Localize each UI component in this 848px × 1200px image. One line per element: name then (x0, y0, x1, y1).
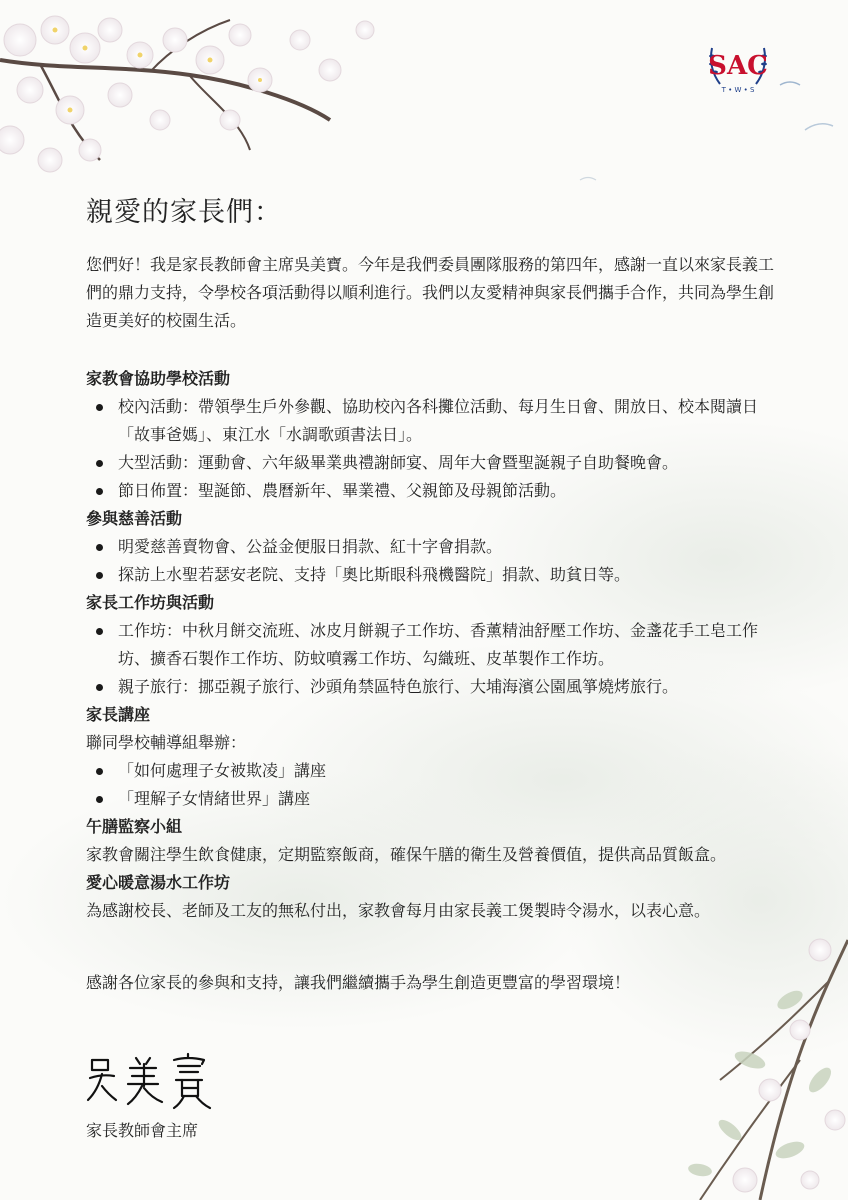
section-talks (86, 701, 786, 813)
intro-paragraph: 您們好！我是家長教師會主席吳美寶。今年是我們委員團隊服務的第四年，感謝一直以來家長義工們的鼎力支持，令學校各項活動得以順利進行。我們以友愛精神與家長們攜手合作，共同為學生創造更美好的校園生活。 (86, 255, 775, 330)
section-title: 午膳監察小組 (86, 817, 183, 836)
bullet-list (86, 533, 786, 589)
list-item: 節日佈置：聖誕節、農曆新年、畢業禮、父親節及母親節活動。 (86, 477, 786, 505)
list-item: 「如何處理子女被欺凌」講座 (86, 757, 786, 785)
section-school-activities (86, 365, 786, 505)
section-soup-workshop (86, 869, 786, 925)
section-text: 家教會關注學生飲食健康，定期監察飯商，確保午膳的衛生及營養價值，提供高品質飯盒。 (86, 845, 727, 864)
bullet-list (86, 757, 786, 813)
section-lunch-monitoring (86, 813, 786, 869)
handwritten-signature (84, 1050, 224, 1112)
list-item: 大型活動：運動會、六年級畢業典禮謝師宴、周年大會暨聖誕親子自助餐晚會。 (86, 449, 786, 477)
list-item: 校內活動：帶領學生戶外參觀、協助校內各科攤位活動、每月生日會、開放日、校本閱讀日「故事爸媽」、東江水「水調歌頭書法日」。 (86, 393, 786, 449)
bullet-list (86, 617, 786, 701)
cherry-blossom-branch-top (0, 16, 374, 172)
list-item: 明愛慈善賣物會、公益金便服日捐款、紅十字會捐款。 (86, 533, 786, 561)
section-title: 參與慈善活動 (86, 509, 183, 528)
school-logo (706, 34, 770, 98)
greeting: 親愛的家長們： (86, 197, 282, 228)
list-item: 「理解子女情緒世界」講座 (86, 785, 786, 813)
signature-title: 家長教師會主席 (86, 1121, 199, 1140)
bullet-list (86, 393, 786, 505)
list-item: 探訪上水聖若瑟安老院、支持「奧比斯眼科飛機醫院」捐款、助貧日等。 (86, 561, 786, 589)
logo-letters: SAC (708, 51, 768, 81)
section-workshops (86, 589, 786, 701)
list-item: 親子旅行：挪亞親子旅行、沙頭角禁區特色旅行、大埔海濱公園風箏燒烤旅行。 (86, 673, 786, 701)
thanks-paragraph: 感謝各位家長的參與和支持，讓我們繼續攜手為學生創造更豐富的學習環境！ (86, 973, 631, 992)
section-text: 聯同學校輔導組舉辦： (86, 733, 247, 752)
section-title: 愛心暖意湯水工作坊 (86, 873, 231, 892)
section-title: 家教會協助學校活動 (86, 369, 231, 388)
list-item: 工作坊：中秋月餅交流班、冰皮月餅親子工作坊、香薰精油舒壓工作坊、金盞花手工皂工作坊、擴香石製作工作坊、防蚊噴霧工作坊、勾織班、皮革製作工作坊。 (86, 617, 786, 673)
section-text: 為感謝校長、老師及工友的無私付出，家教會每月由家長義工煲製時令湯水，以表心意。 (86, 901, 711, 920)
section-title: 家長工作坊與活動 (86, 593, 215, 612)
letter-body (86, 190, 786, 997)
logo-subtext: T • W • S (721, 86, 755, 94)
section-title: 家長講座 (86, 705, 151, 724)
section-charity (86, 505, 786, 589)
